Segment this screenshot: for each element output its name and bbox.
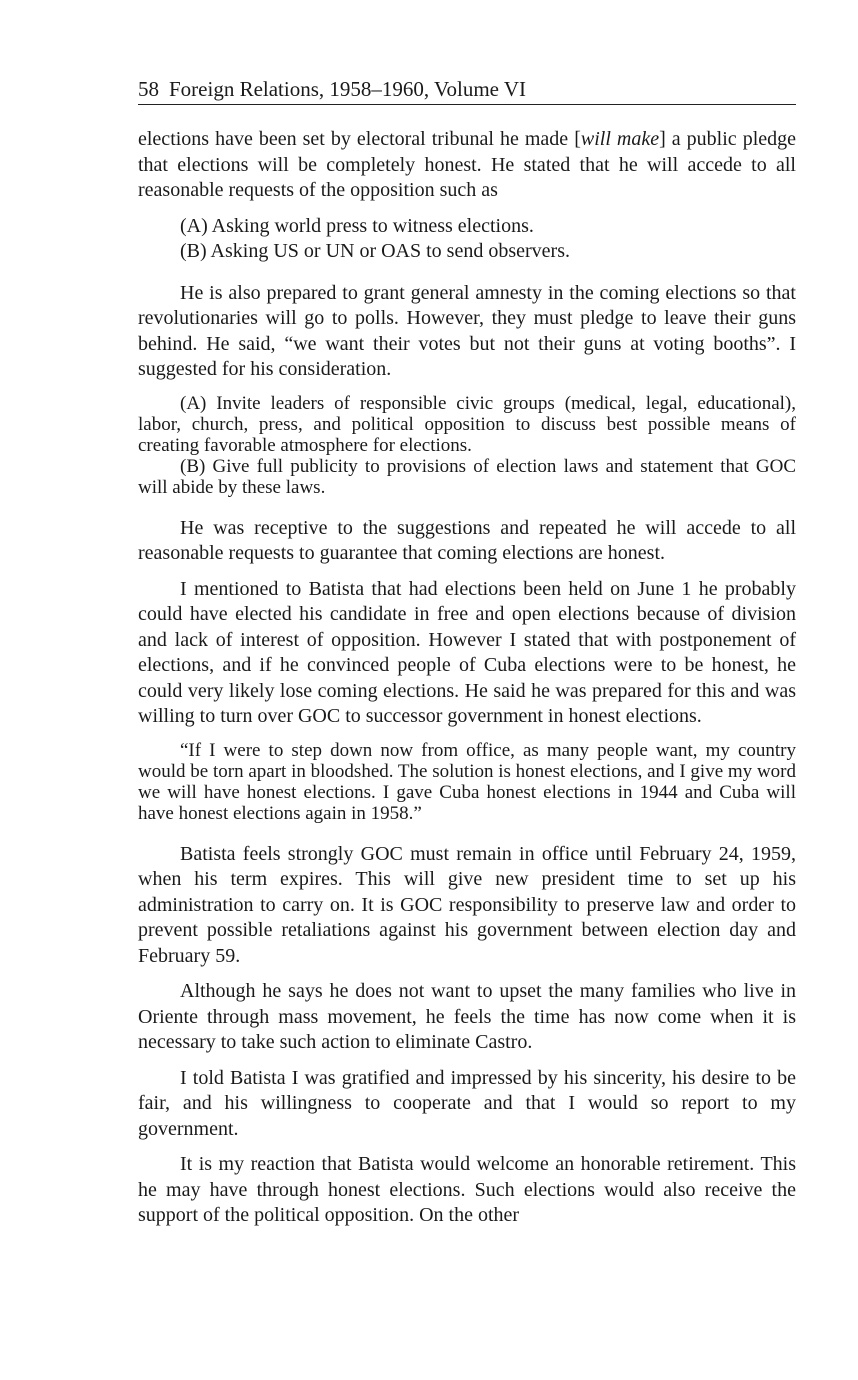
paragraph-continued: elections have been set by electoral tribunal he made [will make] a public pledge that elections will be completely honest. He stated that he will accede to all reasonable requests of the opposition such as xyxy=(138,128,797,201)
paragraph: Although he says he does not want to upset the many families who live in Oriente through mass movement, he feels the time has now come when it is necessary to take such action to eliminate Castro. xyxy=(138,980,796,1053)
running-title: Foreign Relations, 1958–1960, Volume VI xyxy=(169,77,526,101)
paragraph: I mentioned to Batista that had elections been held on June 1 he probably could have elected his candidate in free and open elections because of division and lack of interest of opposition. However I stated that with postponement of elections, and if he convinced people of Cuba elections were to be honest, he could very likely lose coming elections. He said he was prepared for this and was willing to turn over GOC to successor government in honest elections. xyxy=(138,577,796,727)
page-number: 58 xyxy=(138,77,159,101)
running-head xyxy=(138,76,796,105)
document-body xyxy=(138,127,796,1229)
document-page xyxy=(138,76,796,1239)
paragraph: He is also prepared to grant general amnesty in the coming elections so that revolutionaries will go to polls. However, they must pledge to leave their guns behind. He said, “we want their votes but not their guns at voting booths”. I suggested for his consideration. xyxy=(138,281,796,380)
paragraph: It is my reaction that Batista would welcome an honorable retirement. This he may have through honest elections. Such elections would also receive the support of the political opposition. On the other xyxy=(138,1153,796,1226)
list-item: (A) Asking world press to witness elections. xyxy=(180,214,534,237)
list-item: (B) Asking US or UN or OAS to send observers. xyxy=(180,240,570,262)
suggestions-list xyxy=(138,393,796,498)
suggestion-item: (A) Invite leaders of responsible civic groups (medical, legal, educational), labor, church, press, and political opposition to discuss best possible means of creating favorable atmosphere for elections. xyxy=(138,392,796,456)
block-quote: “If I were to step down now from office, as many people want, my country would be torn apart in bloodshed. The solution is honest elections, and I give my word we will have honest elections. I gave Cuba honest elections in 1944 and Cuba will have honest elections again in 1958.” xyxy=(138,739,796,824)
paragraph: I told Batista I was gratified and impressed by his sincerity, his desire to be fair, and his willingness to cooperate and that I would so report to my government. xyxy=(138,1066,796,1140)
suggestion-item: (B) Give full publicity to provisions of election laws and statement that GOC will abide by these laws. xyxy=(138,455,796,498)
paragraph: Batista feels strongly GOC must remain in office until February 24, 1959, when his term expires. This will give new president time to set up his administration to carry on. It is GOC responsibility to preserve law and order to prevent possible retaliations against his government between election day and February 59. xyxy=(138,842,796,967)
paragraph: He was receptive to the suggestions and repeated he will accede to all reasonable requests to guarantee that coming elections are honest. xyxy=(138,516,796,564)
opposition-requests-list xyxy=(180,214,796,265)
editorial-correction: will make xyxy=(580,128,660,150)
